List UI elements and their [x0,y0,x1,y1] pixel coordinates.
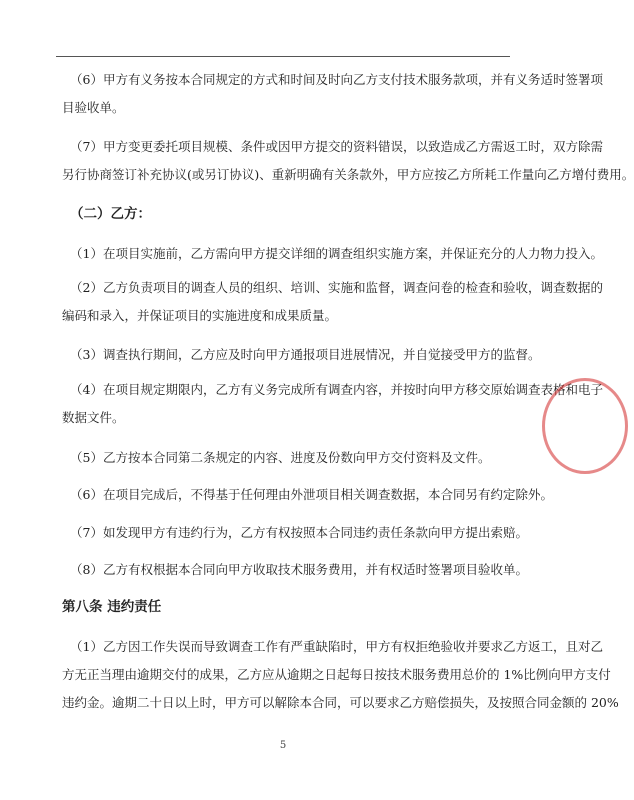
item-b5-line1: （5）乙方按本合同第二条规定的内容、进度及份数向甲方交付资料及文件。 [70,450,491,465]
header-rule [56,56,510,57]
item-b8-line1: （8）乙方有权根据本合同向甲方收取技术服务费用，并有权适时签署项目验收单。 [70,562,528,577]
item-b6-line1: （6）在项目完成后，不得基于任何理由外泄项目相关调查数据，本合同另有约定除外。 [70,487,553,502]
item-b3-line1: （3）调查执行期间，乙方应及时向甲方通报项目进展情况，并自觉接受甲方的监督。 [70,347,541,362]
item-b4-line1: （4）在项目规定期限内，乙方有义务完成所有调查内容，并按时向甲方移交原始调查表格和电子 [70,382,603,397]
item-a7-line2: 另行协商签订补充协议(或另订协议)、重新明确有关条款外，甲方应按乙方所耗工作量向乙方增付费用。 [62,167,634,182]
item-b2-line1: （2）乙方负责项目的调查人员的组织、培训、实施和监督，调查问卷的检查和验收，调查数据的 [70,280,603,295]
item-a6-line1: （6）甲方有义务按本合同规定的方式和时间及时向乙方支付技术服务款项，并有义务适时签署项 [70,72,603,87]
item-b2-line2: 编码和录入，并保证项目的实施进度和成果质量。 [62,308,338,323]
article8-item1-line2: 方无正当理由逾期交付的成果，乙方应从逾期之日起每日按技术服务费用总价的 1%比例向甲方支付 [62,667,611,682]
seal-ring [542,378,628,474]
article8-item1-line3: 违约金。逾期二十日以上时，甲方可以解除本合同，可以要求乙方赔偿损失，及按照合同金额的 20% [62,695,619,710]
article8-item1-line1: （1）乙方因工作失误而导致调查工作有严重缺陷时，甲方有权拒绝验收并要求乙方返工，且对乙 [70,639,603,654]
section-b-heading: （二）乙方： [70,206,151,222]
page-number: 5 [279,740,287,751]
item-b7-line1: （7）如发现甲方有违约行为，乙方有权按照本合同违约责任条款向甲方提出索赔。 [70,525,528,540]
item-a6-line2: 目验收单。 [62,100,125,115]
item-b1-line1: （1）在项目实施前，乙方需向甲方提交详细的调查组织实施方案，并保证充分的人力物力投入。 [70,246,603,261]
item-b4-line2: 数据文件。 [62,410,125,425]
item-a7-line1: （7）甲方变更委托项目规模、条件或因甲方提交的资料错误，以致造成乙方需返工时，双方除需 [70,139,603,154]
seal-stamp [538,378,566,468]
article-8-heading: 第八条 违约责任 [62,599,162,615]
